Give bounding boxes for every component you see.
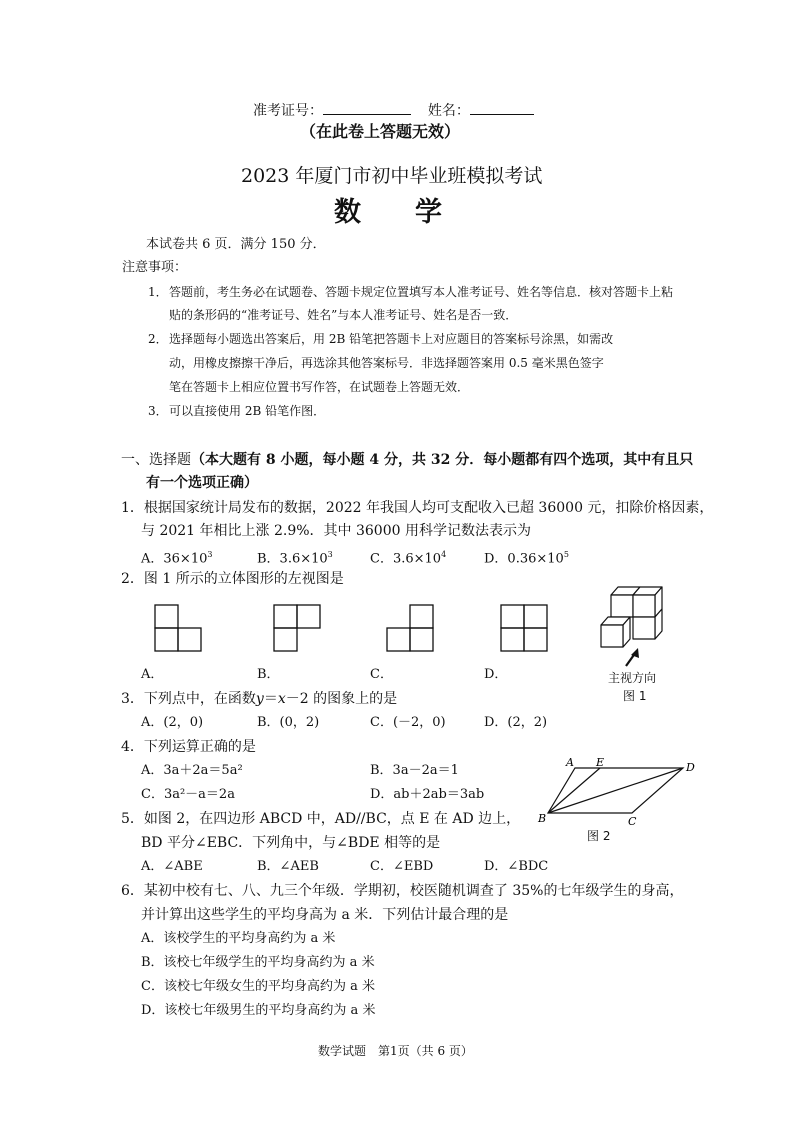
note-3-line-1: 可以直接使用 2B 铅笔作图．: [169, 404, 326, 418]
q2-option-a-figure: [154, 604, 202, 652]
note-2-num: 2．: [148, 332, 168, 346]
q5-option-b[interactable]: B．∠AEB: [257, 859, 319, 874]
section-1-title-prefix: 一、选择题: [121, 452, 191, 468]
note-3-num: 3．: [148, 404, 168, 418]
q1-option-b[interactable]: B．$3.6\times 10^3$: [257, 550, 333, 567]
q3-option-c[interactable]: C．(－2，0): [370, 715, 446, 730]
section-1-title-rest: （本大题有 8 小题，每小题 4 分，共 32 分．每小题都有四个选项，其中有且只: [191, 452, 694, 468]
note-2-line-3: 笔在答题卡上相应位置书写作答，在试题卷上答题无效．: [169, 380, 470, 394]
q2-option-a-label[interactable]: A．: [141, 667, 164, 682]
figure-2-point-e: E: [596, 756, 605, 769]
figure-2-point-a: A: [566, 756, 574, 769]
name-field[interactable]: [470, 100, 534, 115]
admission-line: [253, 100, 534, 120]
pages-score: 本试卷共 6 页．满分 150 分．: [146, 237, 326, 252]
q6-line-2: 并计算出这些学生的平均身高为 a 米．下列估计最合理的是: [141, 907, 509, 923]
section-1-title: [121, 451, 693, 469]
q1-option-a[interactable]: A．$36\times 10^3$: [141, 550, 213, 567]
q5-line-1: 5．如图 2，在四边形 ABCD 中，AD//BC，点 E 在 AD 边上，: [121, 811, 521, 827]
q1-line-1: 1．根据国家统计局发布的数据，2022 年我国人均可支配收入已超 36000 元，扣除价格因素，: [121, 500, 714, 516]
q6-option-b[interactable]: B．该校七年级学生的平均身高约为 a 米: [141, 955, 375, 970]
figure-1-caption: 图 1: [623, 689, 647, 703]
q3-option-d[interactable]: D．(2，2): [484, 715, 548, 730]
figure-2-quadrilateral: [540, 756, 710, 836]
q2-option-d-label[interactable]: D．: [484, 667, 508, 682]
q3-option-a[interactable]: A．(2，0): [141, 715, 204, 730]
q1-option-d[interactable]: D．$0.36\times 10^5$: [484, 550, 569, 567]
q4-stem: 4．下列运算正确的是: [121, 739, 256, 755]
figure-2-point-c: C: [628, 815, 637, 828]
note-2-line-2: 动，用橡皮擦擦干净后，再选涂其他答案标号．非选择题答案用 0.5 毫米黑色签字: [169, 356, 604, 370]
q3-option-b[interactable]: B．(0，2): [257, 715, 320, 730]
note-1-line-1: 答题前，考生务必在试题卷、答题卡规定位置填写本人准考证号、姓名等信息．核对答题卡上粘: [169, 285, 674, 299]
figure-2-point-d: D: [686, 761, 695, 774]
q2-option-b-label[interactable]: B．: [257, 667, 280, 682]
q1-line-2: 与 2021 年相比上涨 2.9%．其中 36000 用科学记数法表示为: [141, 523, 531, 539]
q4-option-c[interactable]: C．3a²－a＝2a: [141, 787, 235, 802]
q6-option-c[interactable]: C．该校七年级女生的平均身高约为 a 米: [141, 979, 375, 994]
q6-option-d[interactable]: D．该校七年级男生的平均身高约为 a 米: [141, 1003, 376, 1018]
admission-label: 准考证号：: [253, 103, 323, 119]
invalid-notice: （在此卷上答题无效）: [300, 122, 461, 141]
q2-option-d-figure: [500, 604, 548, 652]
q5-option-d[interactable]: D．∠BDC: [484, 859, 549, 874]
figure-2-point-b: B: [538, 812, 547, 825]
q4-option-a[interactable]: A．3a＋2a＝5a²: [141, 763, 243, 778]
page-footer: 数学试题 第1页（共 6 页）: [318, 1044, 473, 1058]
q2-option-c-label[interactable]: C．: [370, 667, 393, 682]
q2-option-c-figure: [386, 604, 434, 652]
exam-title: 2023 年厦门市初中毕业班模拟考试: [241, 165, 543, 187]
q4-option-b[interactable]: B．3a－2a＝1: [370, 763, 459, 778]
q6-line-1: 6．某初中校有七、八、九三个年级．学期初，校医随机调查了 35%的七年级学生的身高，: [121, 883, 684, 899]
q5-line-2: BD 平分∠EBC．下列角中，与∠BDE 相等的是: [141, 835, 441, 851]
figure-2-caption: 图 2: [587, 829, 611, 843]
figure-1-cubes: [598, 584, 666, 670]
admission-number-field[interactable]: [323, 100, 411, 115]
q2-option-b-figure: [273, 604, 321, 652]
view-direction-label: 主视方向: [608, 671, 657, 685]
q4-option-d[interactable]: D．ab＋2ab＝3ab: [370, 787, 485, 802]
note-2-line-1: 选择题每小题选出答案后，用 2B 铅笔把答题卡上对应题目的答案标号涂黑，如需改: [169, 332, 614, 346]
q1-option-c[interactable]: C．$3.6\times 10^4$: [370, 550, 447, 567]
subject-title: 数 学: [334, 197, 442, 228]
q2-stem: 2．图 1 所示的立体图形的左视图是: [121, 571, 344, 587]
note-1-num: 1．: [148, 285, 168, 299]
notes-title: 注意事项：: [122, 260, 188, 275]
section-1-title-line-2: 有一个选项正确）: [146, 475, 258, 491]
q6-option-a[interactable]: A．该校学生的平均身高约为 a 米: [141, 931, 336, 946]
q5-option-a[interactable]: A．∠ABE: [141, 859, 203, 874]
q3-stem: 3．下列点中，在函数y＝x－2 的图象上的是: [121, 691, 398, 707]
q5-option-c[interactable]: C．∠EBD: [370, 859, 434, 874]
name-label: 姓名：: [427, 103, 470, 119]
note-1-line-2: 贴的条形码的“准考证号、姓名”与本人准考证号、姓名是否一致．: [169, 308, 518, 322]
